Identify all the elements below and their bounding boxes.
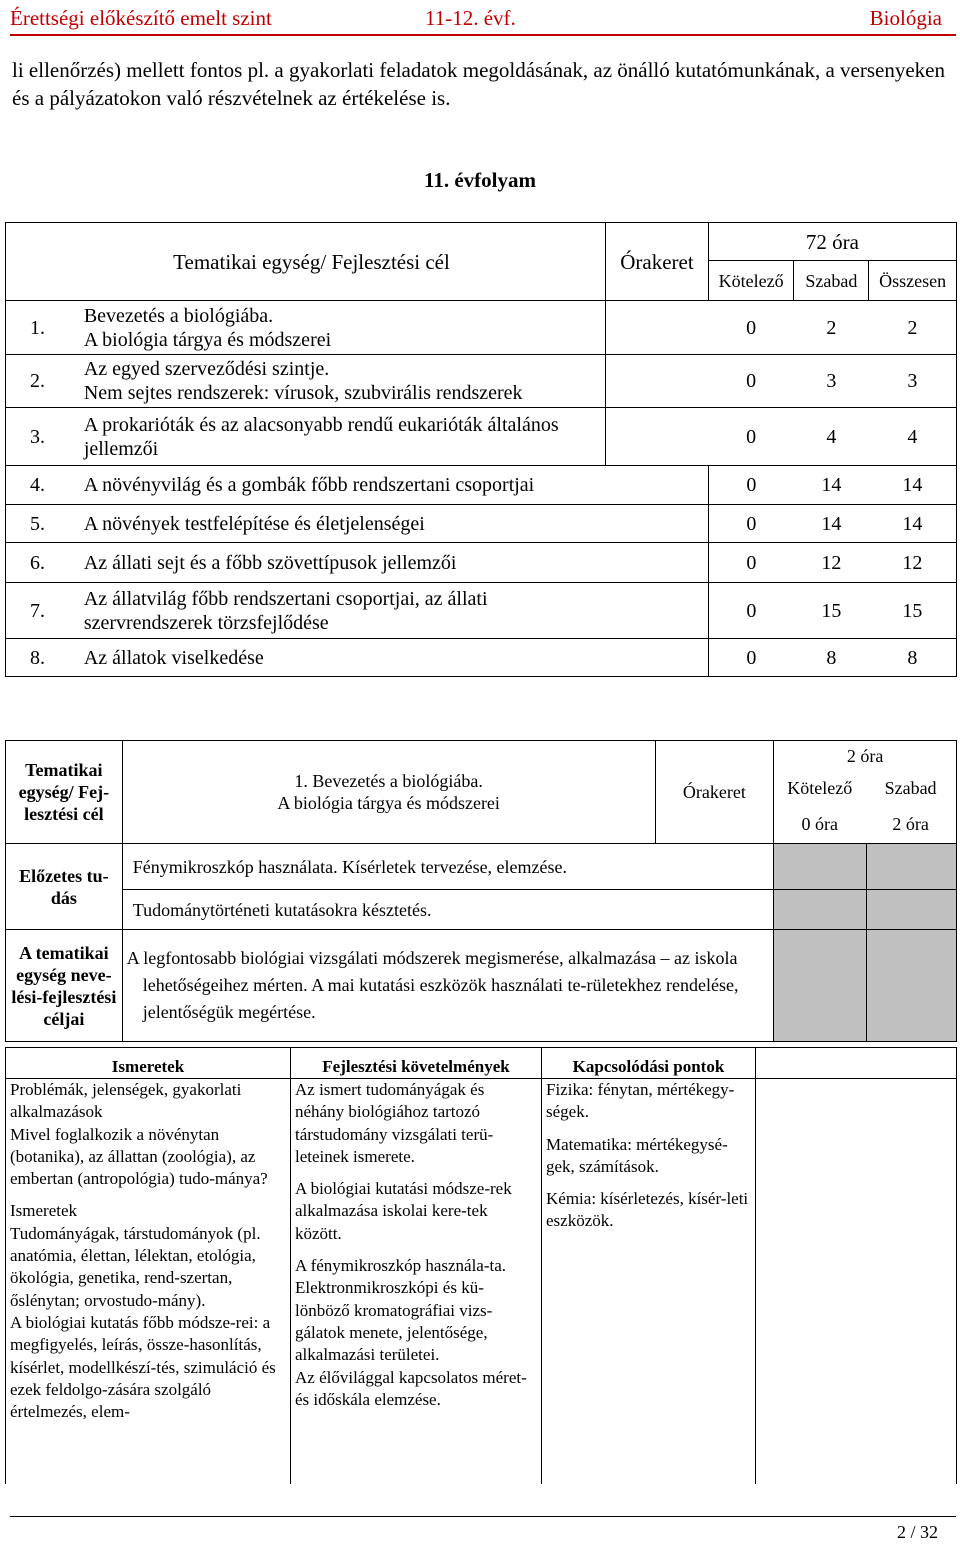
row-mandatory: 0 bbox=[708, 639, 794, 677]
col-mandatory-header: Kötelező bbox=[708, 261, 794, 301]
prior-knowledge-text-2: Tudománytörténeti kutatásokra késztetés. bbox=[122, 890, 774, 930]
header-rule bbox=[10, 34, 956, 36]
row-number: 4. bbox=[6, 466, 78, 505]
unit-free-value: 2 óra bbox=[892, 814, 929, 834]
table-row bbox=[6, 583, 957, 639]
overview-table bbox=[5, 222, 957, 677]
unit-title bbox=[122, 741, 655, 844]
row-title: Az állati sejt és a főbb szövettípusok jellemzői bbox=[78, 543, 708, 583]
row-sum: 2 bbox=[869, 301, 957, 355]
row-mandatory: 0 bbox=[708, 505, 794, 543]
row-mandatory: 0 bbox=[708, 543, 794, 583]
row-sum: 15 bbox=[869, 583, 957, 639]
label-goals: A tematikai egység neve-lési-fejlesztési céljai bbox=[6, 930, 123, 1042]
requirement-item: A fénymikroszkóp használa-ta. bbox=[295, 1256, 507, 1276]
row-title: A növények testfelépítése és életjelenségei bbox=[78, 505, 708, 543]
col-knowledge-header: Ismeretek bbox=[6, 1048, 291, 1079]
row-number: 3. bbox=[6, 408, 78, 466]
row-number: 1. bbox=[6, 301, 78, 355]
unit-title-line2: A biológia tárgya és módszerei bbox=[277, 793, 500, 813]
table-row bbox=[6, 639, 957, 677]
row-mandatory: 0 bbox=[708, 466, 794, 505]
row-free: 8 bbox=[794, 639, 869, 677]
connection-item: Matematika: mértékegysé-gek, számítások. bbox=[546, 1134, 728, 1176]
row-title: A növényvilág és a gombák főbb rendszertani csoportjai bbox=[78, 466, 708, 505]
row-number: 2. bbox=[6, 355, 78, 408]
page-number: 2 / 32 bbox=[896, 1522, 938, 1542]
row-free: 15 bbox=[794, 583, 869, 639]
unit-hours-box bbox=[774, 741, 957, 844]
col-unit-header: Tematikai egység/ Fejlesztési cél bbox=[78, 223, 606, 301]
row-sum: 14 bbox=[869, 505, 957, 543]
prior-knowledge-text: Fénymikroszkóp használata. Kísérletek tervezése, elemzése. bbox=[122, 844, 774, 890]
page-header bbox=[10, 0, 956, 40]
row-number: 6. bbox=[6, 543, 78, 583]
year-title: 11. évfolyam bbox=[424, 168, 536, 192]
col-hours-header: Órakeret bbox=[606, 223, 709, 301]
row-number: 5. bbox=[6, 505, 78, 543]
requirement-item: Az élővilággal kapcsolatos méret- és időskála elemzése. bbox=[295, 1367, 527, 1409]
table-row bbox=[6, 408, 957, 466]
row-free: 14 bbox=[794, 505, 869, 543]
row-free: 4 bbox=[794, 408, 869, 466]
row-mandatory: 0 bbox=[708, 301, 794, 355]
header-grade: 11-12. évf. bbox=[425, 6, 516, 30]
row-free: 2 bbox=[794, 301, 869, 355]
row-sum: 4 bbox=[869, 408, 957, 466]
unit-mandatory-value: 0 óra bbox=[801, 814, 838, 834]
requirement-item: Az ismert tudományágak és néhány biológiához tartozó társtudomány vizsgálati terü-leteinek ismerete. bbox=[295, 1080, 494, 1166]
table-row bbox=[6, 355, 957, 408]
knowledge-item: Mivel foglalkozik a növénytan (botanika), az állattan (zoológia), az embertan (antropológia) tudo-mánya? bbox=[10, 1124, 268, 1189]
col-requirements-header: Fejlesztési követelmények bbox=[291, 1048, 542, 1079]
label-prior-knowledge: Előzetes tu-dás bbox=[6, 844, 123, 930]
row-mandatory: 0 bbox=[708, 355, 794, 408]
row-free: 3 bbox=[794, 355, 869, 408]
connection-item: Kémia: kísérletezés, kísér-leti eszközök. bbox=[546, 1189, 749, 1231]
connection-item: Fizika: fénytan, mértékegy-ségek. bbox=[546, 1080, 735, 1122]
requirements-column bbox=[291, 1079, 542, 1484]
header-course: Érettségi előkészítő emelt szint bbox=[10, 6, 272, 30]
row-mandatory: 0 bbox=[708, 408, 794, 466]
col-connections-header: Kapcsolódási pontok bbox=[542, 1048, 756, 1079]
row-sum: 8 bbox=[869, 639, 957, 677]
requirement-item: Elektronmikroszkópi és kü-lönböző kromatográfiai vizs-gálatok menete, jelentősége, alkalmazási területei. bbox=[295, 1278, 493, 1365]
unit-free-label: Szabad bbox=[884, 778, 937, 798]
col-free-header: Szabad bbox=[794, 261, 869, 301]
row-mandatory: 0 bbox=[708, 583, 794, 639]
row-sum: 12 bbox=[869, 543, 957, 583]
content-table bbox=[5, 1047, 957, 1484]
total-hours: 72 óra bbox=[708, 223, 956, 261]
unit-mandatory-label: Kötelező bbox=[787, 778, 853, 798]
header-subject: Biológia bbox=[869, 6, 942, 30]
goals-text: A legfontosabb biológiai vizsgálati módszerek megismerése, alkalmazása – az iskola lehetőségeihez mérten. A mai kutatási eszközök használati te-rületekhez rendelése, jelentőségük megértése. bbox=[122, 930, 774, 1042]
row-title: Az egyed szerveződési szintje. Nem sejtes rendszerek: vírusok, szubvirális rendszerek bbox=[78, 355, 606, 408]
table-row bbox=[6, 301, 957, 355]
table-row bbox=[6, 543, 957, 583]
unit-hours-label: Órakeret bbox=[655, 741, 774, 844]
row-number: 8. bbox=[6, 639, 78, 677]
row-free: 12 bbox=[794, 543, 869, 583]
knowledge-item: Problémák, jelenségek, gyakorlati alkalmazások bbox=[10, 1080, 242, 1122]
table-row bbox=[6, 466, 957, 505]
row-title: Az állatvilág főbb rendszertani csoportjai, az állati szervrendszerek törzsfejlődése bbox=[78, 583, 708, 639]
row-free: 14 bbox=[794, 466, 869, 505]
row-sum: 14 bbox=[869, 466, 957, 505]
requirement-item: A biológiai kutatási módsze-rek alkalmazása iskolai kere-tek között. bbox=[295, 1179, 512, 1243]
table-row bbox=[6, 505, 957, 543]
label-unit: Tematikai egység/ Fej-lesztési cél bbox=[6, 741, 123, 844]
intro-paragraph: li ellenőrzés) mellett fontos pl. a gyakorlati feladatok megoldásának, az önálló kutatómunkának, a versenyeken és a pályázatokon való részvételnek az értékelése is. bbox=[12, 58, 946, 110]
row-sum: 3 bbox=[869, 355, 957, 408]
knowledge-item: Ismeretek bbox=[10, 1201, 78, 1221]
row-title: Az állatok viselkedése bbox=[78, 639, 708, 677]
row-title: Bevezetés a biológiába. A biológia tárgya és módszerei bbox=[78, 301, 606, 355]
unit-hours-total: 2 óra bbox=[846, 746, 884, 766]
footer-rule bbox=[10, 1516, 956, 1517]
knowledge-item: A biológiai kutatás főbb módsze-rei: a megfigyelés, leírás, össze-hasonlítás, kísérlet, modellkészí-tés, szimuláció és ezek feldolgo-zására szolgáló értelmezés, elem- bbox=[10, 1312, 276, 1422]
row-number: 7. bbox=[6, 583, 78, 639]
knowledge-item: Tudományágak, társtudományok (pl. anatómia, élettan, lélektan, etológia, ökológia, genetika, rend-szertan, őslénytan; orvostudo-mány). bbox=[10, 1223, 261, 1310]
knowledge-column bbox=[6, 1079, 291, 1484]
col-sum-header: Összesen bbox=[869, 261, 957, 301]
unit-title-line1: 1. Bevezetés a biológiába. bbox=[294, 771, 483, 791]
row-title: A prokarióták és az alacsonyabb rendű eukarióták általános jellemzői bbox=[78, 408, 606, 466]
connections-column bbox=[542, 1079, 756, 1484]
unit-table bbox=[5, 740, 957, 1042]
